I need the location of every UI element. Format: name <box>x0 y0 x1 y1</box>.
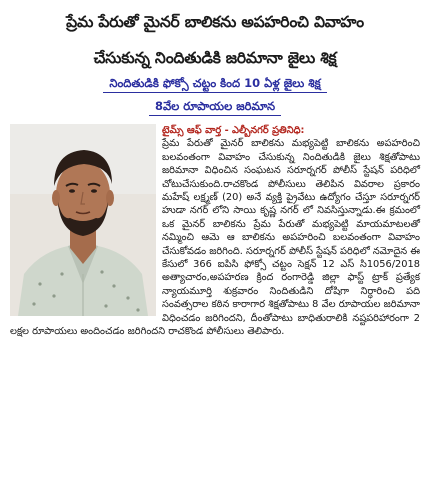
subheadline-line-1: నిందితుడికి ఫోక్సో చట్టం కింద 10 ఏళ్ల జైలు శిక్ష <box>103 74 326 93</box>
man-portrait-icon <box>10 124 156 316</box>
dateline: టైమ్స్ ఆఫ్ వార్త - ఎల్బీనగర్ ప్రతినిధి: <box>162 125 305 136</box>
accused-photo <box>10 124 156 316</box>
article-body <box>10 124 420 339</box>
subheadline-line-2: 8వేల రూపాయల జరిమాన <box>149 97 281 116</box>
article-paragraph: ప్రేమ పేరుతో మైనర్ బాలికను మభ్యపెట్టి బాలికను అపహరించి బలవంతంగా వివాహం చేసుకున్న నిందితుడికి జైలు శిక్షతోపాటు జరిమానా విధించిన సంఘటన సరూర్నగర్ పోలీస్ స్టేషన్ పరిధిలో చోటుచేసుకుంది.రాచకొండ పోలీసులు తెలిపిన వివరాల ప్రకారం మహేష్ లక్ష్మణ్ (20) అనే వ్యక్తి ప్రైవేటు ఉద్యోగం చేస్తూ సరూర్నగర్ హుడా నగర్ లోని సాయి కృష్ణ నగర్ లో నివసిస్తున్నాడు.ఈ క్రమంలో ఒక మైనర్ బాలికను ప్రేమ పేరుతో మభ్యపెట్టి మాయమాటలతో నమ్మించి ఆమె ఆ బాలికను అపహరించి బలవంతంగా వివాహం చేసుకోవడం జరిగింది. సరూర్నగర్ పోలీస్ స్టేషన్ పరిధిలో నమోదైన ఈ కేసులో 366 ఐపిసి ఫోక్సో చట్టం సెక్షన్ 12 ఎస్ సి1056/2018 అత్యాచారం,అపహరణ క్రింద రంగారెడ్డి జిల్లా ఫాస్ట్ ట్రాక్ ప్రత్యేక న్యాయమూర్తి శుక్రవారం నిందితుడిని దోషిగా నిర్ధారించి పది సంవత్సరాల కఠిన కారాగార శిక్షతోపాటు 8 వేల రూపాయల జరిమానా విధించడం జరిగిందని, దీంతోపాటు బాధితురాలికి నష్టపరిహారంగా 2 లక్షల రూపాయలు అందించడం జరిగిందని రాచకొండ పోలీసులు తెలిపారు. <box>10 138 420 338</box>
headline-line-2: చేసుకున్న నిందితుడికి జరిమానా జైలు శిక్ష <box>93 49 337 67</box>
headline-line-1: ప్రేమ పేరుతో మైనర్ బాలికను అపహరించి వివాహం <box>66 13 364 31</box>
